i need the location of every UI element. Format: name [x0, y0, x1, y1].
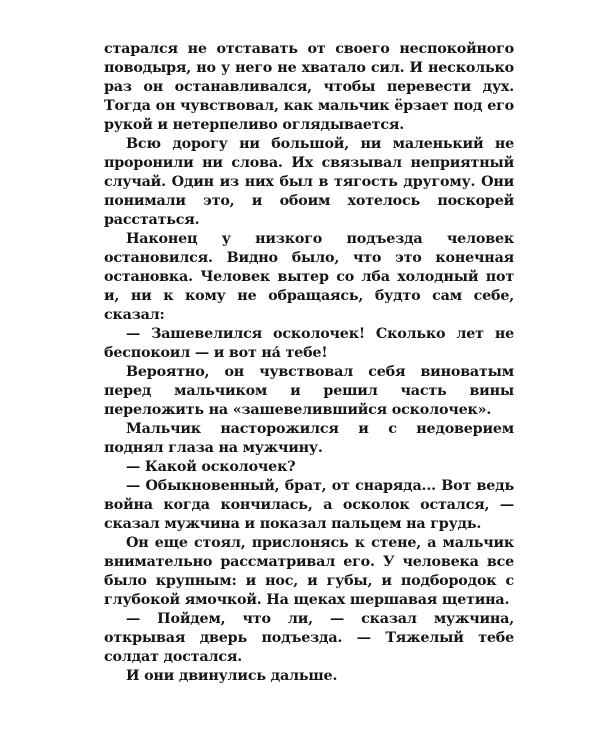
paragraph-11: И они двинулись дальше.	[126, 668, 338, 684]
paragraph-4: — Зашевелился осколочек! Сколько лет не беспокоил — и вот на́ тебе!	[104, 326, 514, 361]
paragraph-9: Он еще стоял, прислонясь к стене, а мальчик внимательно рассматривал его. У человека все было крупным: и нос, и губы, и подбородок с глубокой ямочкой. На щеках шершавая щетина.	[104, 535, 514, 608]
paragraph-8: — Обыкновенный, брат, от снаряда... Вот ведь война когда кончилась, а осколок остался, — сказал мужчина и показал пальцем на грудь.	[104, 478, 514, 532]
paragraph-2: Всю дорогу ни большой, ни маленький не проронили ни слова. Их связывал неприятный случай. Один из них был в тягость другому. Они понимали это, и обоим хотелось поскорей расстаться.	[104, 136, 514, 228]
paragraph-7: — Какой осколочек?	[126, 459, 296, 475]
paragraph-10: — Пойдем, что ли, — сказал мужчина, открывая дверь подъезда. — Тяжелый тебе солдат достался.	[104, 611, 514, 665]
paragraph-5: Вероятно, он чувствовал себя виноватым перед мальчиком и решил часть вины переложить на «зашевелившийся осколочек».	[104, 364, 514, 418]
paragraph-6: Мальчик насторожился и с недоверием поднял глаза на мужчину.	[104, 421, 514, 456]
document-page	[104, 40, 514, 686]
paragraph-1: старался не отставать от своего неспокойного поводыря, но у него не хватало сил. И несколько раз он останавливался, чтобы перевести дух. Тогда он чувствовал, как мальчик ёрзает под его рукой и нетерпеливо оглядывается.	[104, 41, 514, 133]
paragraph-3: Наконец у низкого подъезда человек остановился. Видно было, что это конечная остановка. Человек вытер со лба холодный пот и, ни к кому не обращаясь, будто сам себе, сказал:	[104, 231, 514, 323]
